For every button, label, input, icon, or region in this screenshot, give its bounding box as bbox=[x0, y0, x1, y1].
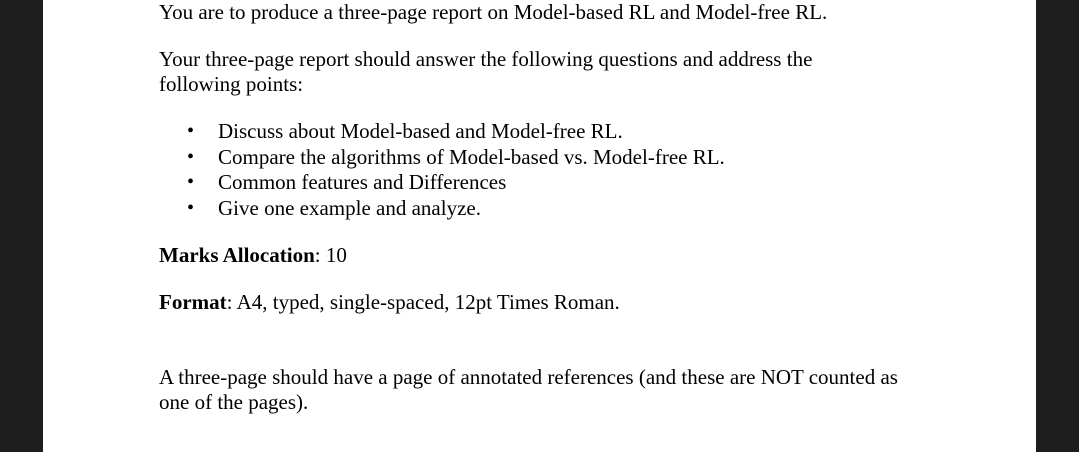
references-note-paragraph: A three-page should have a page of annotated references (and these are NOT counted as one of the pages). bbox=[159, 365, 898, 414]
question-intro-paragraph: Your three-page report should answer the following questions and address the following points: bbox=[159, 47, 813, 96]
bullet-icon: • bbox=[187, 197, 195, 220]
bullet-icon: • bbox=[187, 171, 195, 194]
list-item-text: Discuss about Model-based and Model-free RL. bbox=[218, 119, 623, 143]
list-item bbox=[159, 196, 725, 222]
format-label: Format bbox=[159, 290, 227, 314]
document-page bbox=[43, 0, 1036, 452]
requirements-list bbox=[159, 119, 725, 222]
format-line bbox=[159, 290, 620, 315]
format-value: A4, typed, single-spaced, 12pt Times Roman. bbox=[236, 290, 620, 314]
bullet-icon: • bbox=[187, 120, 195, 142]
list-item-text: Give one example and analyze. bbox=[218, 196, 481, 221]
marks-allocation-label: Marks Allocation bbox=[159, 243, 315, 267]
format-separator: : bbox=[226, 290, 237, 314]
marks-allocation-line bbox=[159, 243, 347, 268]
list-item bbox=[159, 170, 725, 196]
list-item-text: Compare the algorithms of Model-based vs. Model-free RL. bbox=[218, 144, 725, 169]
bullet-icon: • bbox=[187, 145, 195, 168]
marks-allocation-value: 10 bbox=[325, 243, 347, 267]
list-item bbox=[159, 119, 725, 145]
marks-allocation-separator: : bbox=[314, 243, 326, 267]
list-item-text: Common features and Differences bbox=[218, 170, 507, 195]
list-item bbox=[159, 145, 725, 171]
intro-paragraph: You are to produce a three-page report on Model-based RL and Model-free RL. bbox=[159, 0, 828, 24]
